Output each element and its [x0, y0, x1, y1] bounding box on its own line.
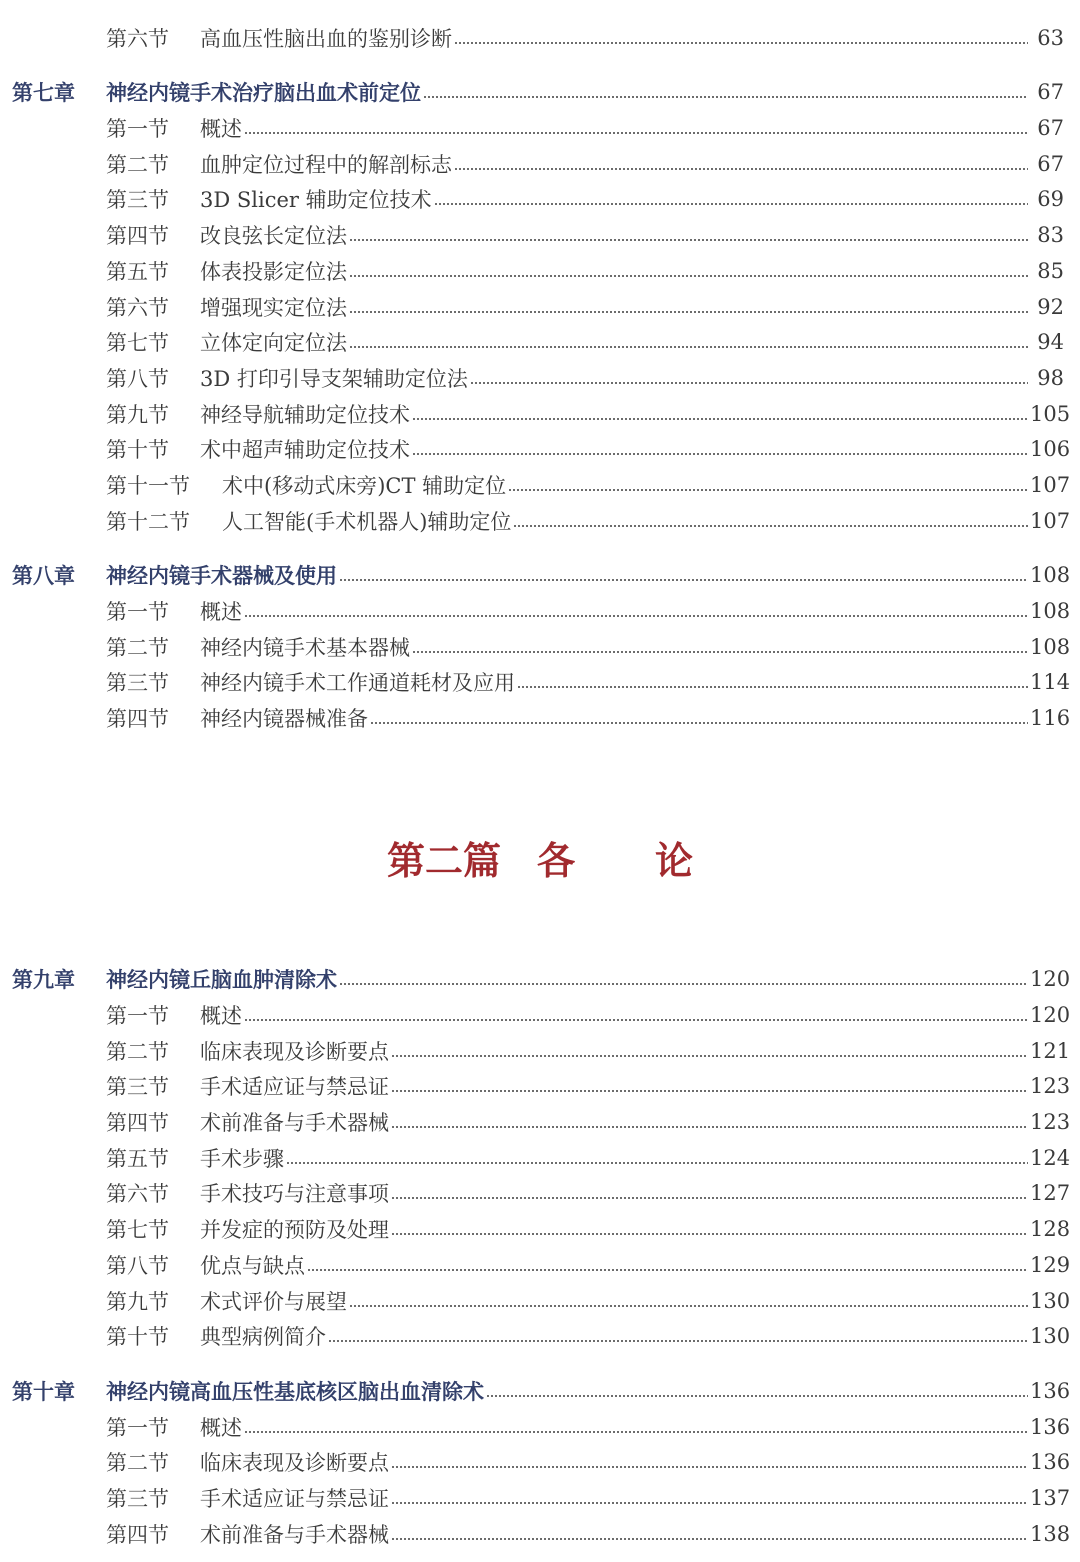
- page-number: 108: [1030, 599, 1071, 623]
- section-title: 手术适应证与禁忌证: [200, 1075, 389, 1099]
- section-number: 第四节: [106, 1111, 169, 1135]
- section-number: 第十二节: [106, 510, 190, 534]
- toc-section-row[interactable]: [0, 504, 1080, 538]
- dot-leader: [391, 1126, 1028, 1128]
- dot-leader: [391, 1197, 1028, 1199]
- toc-section-row[interactable]: [0, 182, 1080, 216]
- toc-section-row[interactable]: [0, 1176, 1080, 1210]
- page-number: 69: [1037, 187, 1064, 211]
- page-number: 116: [1030, 706, 1071, 730]
- section-number: 第五节: [106, 260, 169, 284]
- dot-leader: [349, 1305, 1028, 1307]
- page-number: 120: [1030, 967, 1071, 991]
- chapter-title: 神经内镜高血压性基底核区脑出血清除术: [106, 1379, 484, 1404]
- toc-section-row[interactable]: [0, 432, 1080, 466]
- page-number: 121: [1030, 1039, 1071, 1063]
- page-number: 137: [1030, 1486, 1071, 1510]
- section-number: 第七节: [106, 331, 169, 355]
- page-number: 94: [1037, 330, 1064, 354]
- section-title: 神经内镜手术工作通道耗材及应用: [200, 671, 515, 695]
- section-title: 优点与缺点: [200, 1254, 305, 1278]
- section-title: 高血压性脑出血的鉴别诊断: [200, 27, 452, 51]
- section-number: 第四节: [106, 707, 169, 731]
- section-title: 典型病例简介: [200, 1325, 326, 1349]
- dot-leader: [307, 1269, 1028, 1271]
- section-number: 第六节: [106, 296, 169, 320]
- section-title: 概述: [200, 1004, 242, 1028]
- section-number: 第三节: [106, 671, 169, 695]
- chapter-number: 第八章: [12, 563, 75, 588]
- toc-section-row[interactable]: [0, 111, 1080, 145]
- toc-section-row[interactable]: [0, 1141, 1080, 1175]
- dot-leader: [286, 1162, 1028, 1164]
- toc-section-row[interactable]: [0, 361, 1080, 395]
- section-number: 第一节: [106, 1004, 169, 1028]
- dot-leader: [349, 311, 1028, 313]
- dot-leader: [244, 615, 1028, 617]
- dot-leader: [412, 418, 1028, 420]
- section-title: 术中超声辅助定位技术: [200, 438, 410, 462]
- toc-section-row[interactable]: [0, 1410, 1080, 1444]
- dot-leader: [513, 525, 1028, 527]
- section-number: 第九节: [106, 1290, 169, 1314]
- toc-section-row[interactable]: [0, 254, 1080, 288]
- toc-section-row[interactable]: [0, 630, 1080, 664]
- section-title: 术中(移动式床旁)CT 辅助定位: [222, 474, 507, 498]
- toc-section-row[interactable]: [0, 290, 1080, 324]
- section-number: 第二节: [106, 1040, 169, 1064]
- chapter-title: 神经内镜手术器械及使用: [106, 563, 337, 588]
- toc-section-row[interactable]: [0, 1517, 1080, 1551]
- dot-leader: [391, 1466, 1028, 1468]
- part-title-char-2: 论: [655, 839, 694, 883]
- section-title: 临床表现及诊断要点: [200, 1451, 389, 1475]
- page-number: 63: [1037, 26, 1064, 50]
- section-number: 第六节: [106, 1182, 169, 1206]
- page-number: 123: [1030, 1110, 1071, 1134]
- toc-section-row[interactable]: [0, 218, 1080, 252]
- section-title: 神经导航辅助定位技术: [200, 403, 410, 427]
- toc-section-row[interactable]: [0, 594, 1080, 628]
- page-number: 136: [1030, 1415, 1071, 1439]
- dot-leader: [328, 1340, 1028, 1342]
- dot-leader: [517, 686, 1028, 688]
- page-number: 67: [1037, 80, 1064, 104]
- chapter-number: 第十章: [12, 1379, 75, 1404]
- page-number: 130: [1030, 1324, 1071, 1348]
- dot-leader: [391, 1233, 1028, 1235]
- section-title: 改良弦长定位法: [200, 224, 347, 248]
- section-number: 第四节: [106, 1523, 169, 1547]
- toc-section-row[interactable]: [0, 397, 1080, 431]
- toc-section-row[interactable]: [0, 1212, 1080, 1246]
- toc-section-row[interactable]: [0, 147, 1080, 181]
- section-number: 第四节: [106, 224, 169, 248]
- toc-chapter-row[interactable]: [0, 962, 1080, 996]
- page-number: 108: [1030, 563, 1071, 587]
- dot-leader: [391, 1502, 1028, 1504]
- section-title: 血肿定位过程中的解剖标志: [200, 153, 452, 177]
- section-title: 概述: [200, 1416, 242, 1440]
- toc-chapter-row[interactable]: [0, 558, 1080, 592]
- section-number: 第七节: [106, 1218, 169, 1242]
- toc-section-row[interactable]: [0, 1284, 1080, 1318]
- section-number: 第二节: [106, 636, 169, 660]
- part-number: 第二篇: [386, 839, 501, 883]
- toc-section-row[interactable]: [0, 325, 1080, 359]
- page-number: 106: [1030, 437, 1071, 461]
- dot-leader: [349, 346, 1028, 348]
- toc-chapter-row[interactable]: [0, 1374, 1080, 1408]
- dot-leader: [391, 1538, 1028, 1540]
- section-number: 第八节: [106, 367, 169, 391]
- section-title: 神经内镜手术基本器械: [200, 636, 410, 660]
- section-title: 3D 打印引导支架辅助定位法: [200, 367, 468, 391]
- section-title: 术前准备与手术器械: [200, 1523, 389, 1547]
- dot-leader: [434, 203, 1028, 205]
- section-number: 第八节: [106, 1254, 169, 1278]
- section-title: 手术步骤: [200, 1147, 284, 1171]
- section-number: 第一节: [106, 600, 169, 624]
- section-title: 并发症的预防及处理: [200, 1218, 389, 1242]
- page-number: 107: [1030, 473, 1071, 497]
- part-title-char-1: 各: [536, 839, 575, 883]
- dot-leader: [339, 579, 1028, 581]
- section-number: 第二节: [106, 1451, 169, 1475]
- dot-leader: [244, 1019, 1028, 1021]
- page-number: 124: [1030, 1146, 1071, 1170]
- toc-section-row[interactable]: [0, 1319, 1080, 1353]
- section-title: 概述: [200, 117, 242, 141]
- toc-section-row[interactable]: [0, 1248, 1080, 1282]
- section-title: 概述: [200, 600, 242, 624]
- section-number: 第十一节: [106, 474, 190, 498]
- dot-leader: [454, 168, 1028, 170]
- toc-section-row[interactable]: [0, 665, 1080, 699]
- toc-section-row[interactable]: [0, 701, 1080, 735]
- section-number: 第九节: [106, 403, 169, 427]
- section-title: 术前准备与手术器械: [200, 1111, 389, 1135]
- chapter-number: 第七章: [12, 80, 75, 105]
- toc-section-row[interactable]: [0, 1069, 1080, 1103]
- dot-leader: [486, 1395, 1028, 1397]
- dot-leader: [391, 1055, 1028, 1057]
- section-title: 手术适应证与禁忌证: [200, 1487, 389, 1511]
- toc-chapter-row[interactable]: [0, 75, 1080, 109]
- page-number: 130: [1030, 1289, 1071, 1313]
- section-title: 神经内镜器械准备: [200, 707, 368, 731]
- toc-section-row[interactable]: [0, 1481, 1080, 1515]
- page-number: 114: [1030, 670, 1071, 694]
- toc-section-row[interactable]: [0, 1105, 1080, 1139]
- section-title: 手术技巧与注意事项: [200, 1182, 389, 1206]
- page-number: 129: [1030, 1253, 1071, 1277]
- page-number: 136: [1030, 1450, 1071, 1474]
- page-number: 67: [1037, 116, 1064, 140]
- section-number: 第三节: [106, 188, 169, 212]
- section-number: 第一节: [106, 117, 169, 141]
- part-heading: [0, 830, 1080, 886]
- section-number: 第三节: [106, 1487, 169, 1511]
- section-number: 第三节: [106, 1075, 169, 1099]
- toc-section-row[interactable]: [0, 1445, 1080, 1479]
- page-number: 83: [1037, 223, 1064, 247]
- section-title: 体表投影定位法: [200, 260, 347, 284]
- page-number: 136: [1030, 1379, 1071, 1403]
- toc-section-row[interactable]: [0, 21, 1080, 55]
- dot-leader: [470, 382, 1028, 384]
- dot-leader: [244, 1431, 1028, 1433]
- dot-leader: [244, 132, 1028, 134]
- dot-leader: [412, 651, 1028, 653]
- section-number: 第五节: [106, 1147, 169, 1171]
- page-number: 92: [1037, 295, 1064, 319]
- toc-section-row[interactable]: [0, 998, 1080, 1032]
- page-number: 108: [1030, 635, 1071, 659]
- section-title: 3D Slicer 辅助定位技术: [200, 188, 432, 212]
- section-number: 第十节: [106, 1325, 169, 1349]
- chapter-title: 神经内镜手术治疗脑出血术前定位: [106, 80, 421, 105]
- dot-leader: [412, 453, 1028, 455]
- dot-leader: [423, 96, 1028, 98]
- dot-leader: [349, 275, 1028, 277]
- toc-section-row[interactable]: [0, 468, 1080, 502]
- toc-section-row[interactable]: [0, 1034, 1080, 1068]
- page-number: 120: [1030, 1003, 1071, 1027]
- section-title: 增强现实定位法: [200, 296, 347, 320]
- page-number: 127: [1030, 1181, 1071, 1205]
- dot-leader: [454, 42, 1028, 44]
- page-number: 128: [1030, 1217, 1071, 1241]
- page-number: 98: [1037, 366, 1064, 390]
- chapter-title: 神经内镜丘脑血肿清除术: [106, 967, 337, 992]
- section-number: 第六节: [106, 27, 169, 51]
- section-title: 立体定向定位法: [200, 331, 347, 355]
- section-title: 术式评价与展望: [200, 1290, 347, 1314]
- page-number: 123: [1030, 1074, 1071, 1098]
- chapter-number: 第九章: [12, 967, 75, 992]
- dot-leader: [339, 983, 1028, 985]
- section-title: 人工智能(手术机器人)辅助定位: [222, 510, 512, 534]
- dot-leader: [370, 722, 1028, 724]
- section-number: 第一节: [106, 1416, 169, 1440]
- section-title: 临床表现及诊断要点: [200, 1040, 389, 1064]
- section-number: 第二节: [106, 153, 169, 177]
- dot-leader: [391, 1090, 1028, 1092]
- dot-leader: [508, 489, 1028, 491]
- page-number: 138: [1030, 1522, 1071, 1546]
- page-number: 85: [1037, 259, 1064, 283]
- section-number: 第十节: [106, 438, 169, 462]
- dot-leader: [349, 239, 1028, 241]
- page-number: 107: [1030, 509, 1071, 533]
- page-number: 67: [1037, 152, 1064, 176]
- page-number: 105: [1030, 402, 1071, 426]
